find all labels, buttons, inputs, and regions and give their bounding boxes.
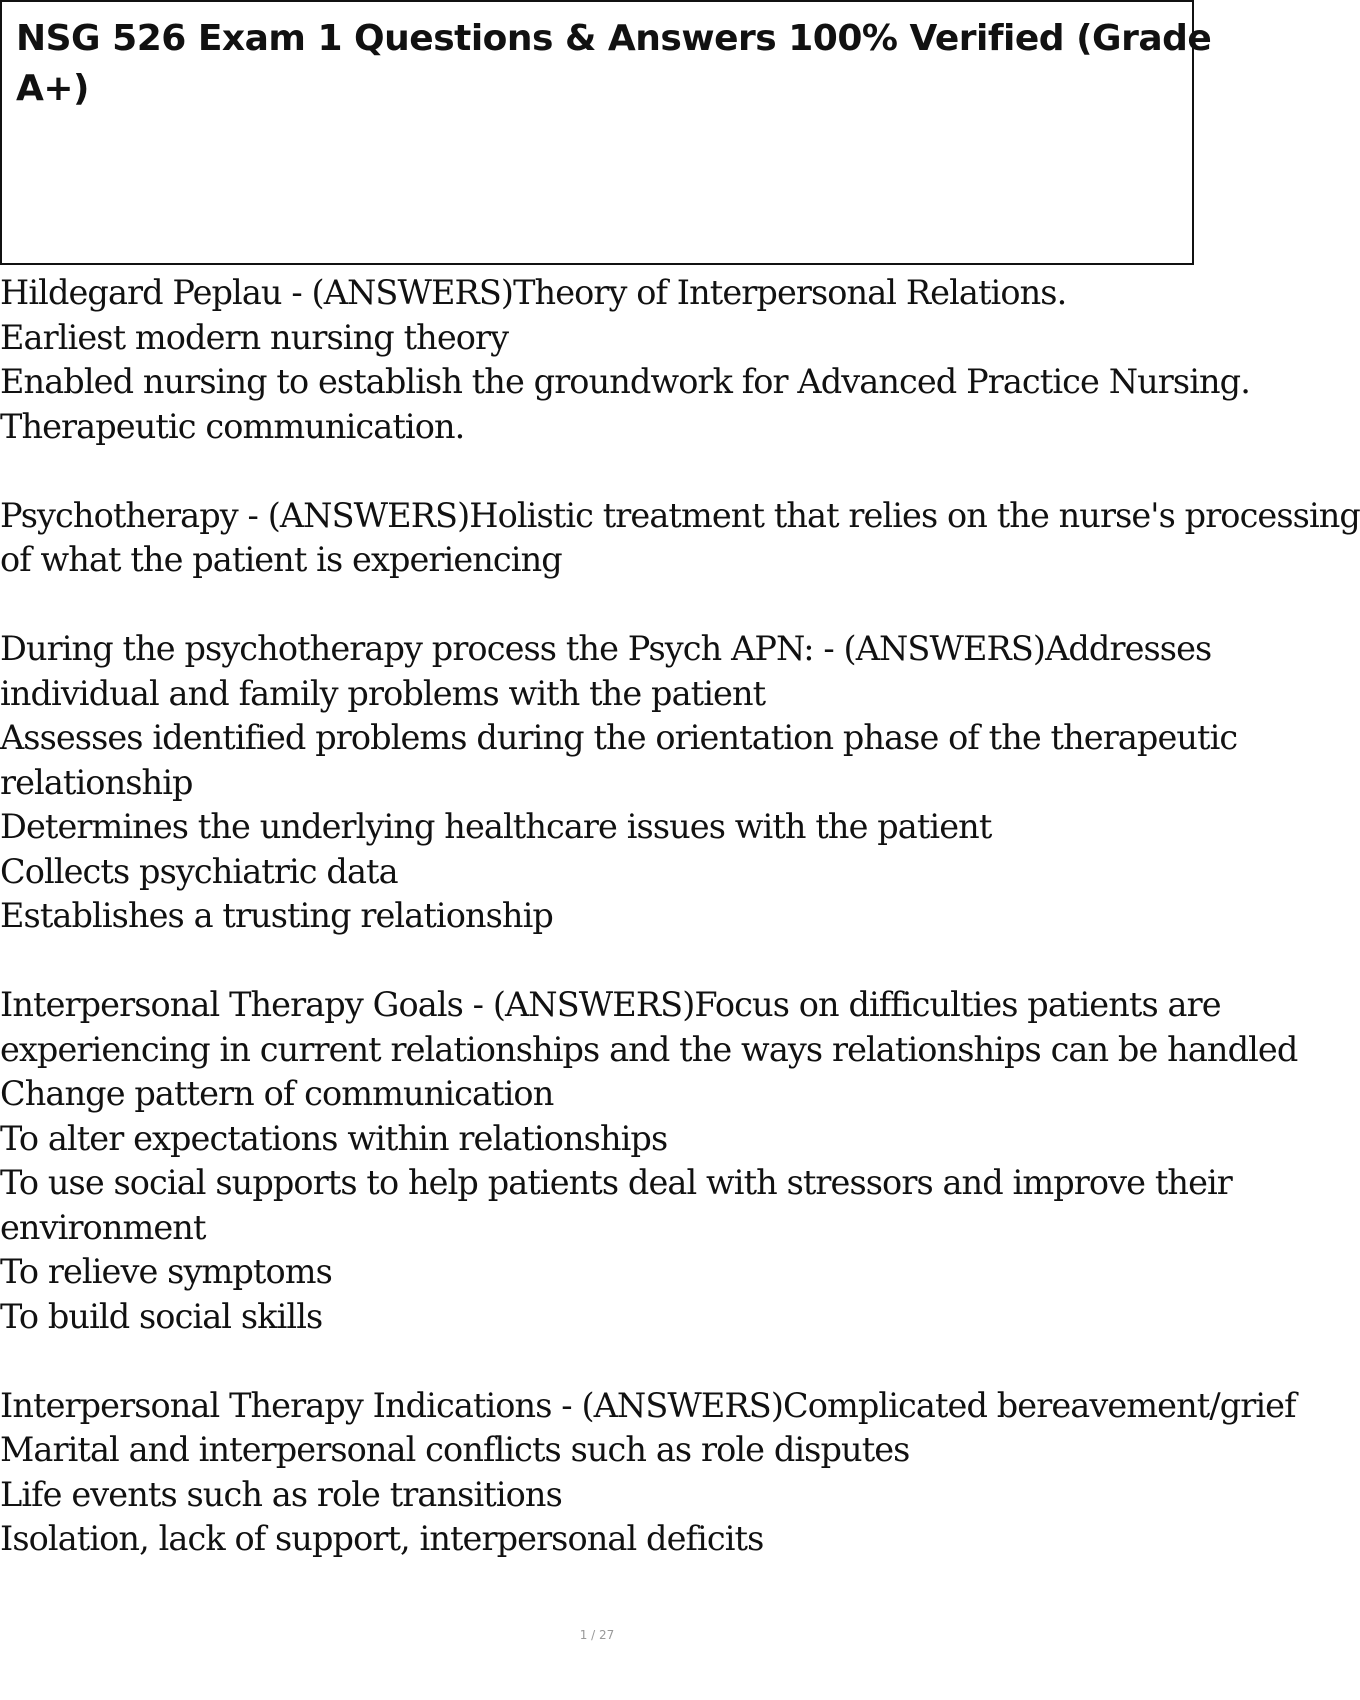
qa-line: Marital and interpersonal conflicts such as role disputes (0, 1430, 910, 1469)
qa-line: of what the patient is experiencing (0, 540, 562, 579)
page-number: 1 / 27 (579, 1628, 615, 1642)
qa-line: Establishes a trusting relationship (0, 896, 553, 935)
qa-line: Collects psychiatric data (0, 851, 398, 891)
qa-line: Interpersonal Therapy Goals - (ANSWERS)Focus on difficulties patients are (0, 985, 1221, 1024)
title-box (0, 0, 1212, 265)
qa-line: Change pattern of communication (0, 1074, 554, 1113)
qa-line: Determines the underlying healthcare issues with the patient (0, 807, 992, 846)
qa-line: To build social skills (0, 1296, 323, 1336)
document-title (2, 2, 1212, 114)
qa-line: To relieve symptoms (0, 1252, 332, 1291)
qa-entry-psych-apn (0, 627, 1238, 939)
qa-line: To use social supports to help patients deal with stressors and improve their (0, 1163, 1232, 1202)
qa-line: Earliest modern nursing theory (0, 317, 509, 357)
qa-line: Therapeutic communication. (0, 406, 465, 446)
qa-line: Hildegard Peplau - (ANSWERS)Theory of Interpersonal Relations. (0, 273, 1067, 312)
qa-entry-peplau (0, 271, 1250, 449)
qa-line: During the psychotherapy process the Psych APN: - (ANSWERS)Addresses (0, 629, 1212, 668)
title-line: A+) (16, 68, 89, 109)
qa-line: Assesses identified problems during the orientation phase of the therapeutic (0, 718, 1238, 757)
qa-entry-ipt-goals (0, 983, 1298, 1339)
qa-content (0, 271, 1360, 1606)
qa-line: Life events such as role transitions (0, 1474, 562, 1514)
qa-line: Interpersonal Therapy Indications - (ANSWERS)Complicated bereavement/grief (0, 1385, 1296, 1425)
qa-line: Enabled nursing to establish the groundwork for Advanced Practice Nursing. (0, 362, 1250, 401)
qa-line: environment (0, 1207, 206, 1247)
qa-line: Psychotherapy - (ANSWERS)Holistic treatment that relies on the nurse's processing (0, 495, 1360, 535)
title-line: NSG 526 Exam 1 Questions & Answers 100% Verified (Grade (16, 18, 1212, 59)
qa-entry-ipt-indications (0, 1384, 1296, 1562)
qa-entry-psychotherapy (0, 494, 1360, 583)
qa-line: Isolation, lack of support, interpersonal deficits (0, 1519, 764, 1558)
qa-line: individual and family problems with the patient (0, 673, 766, 713)
qa-line: To alter expectations within relationships (0, 1118, 668, 1158)
qa-line: relationship (0, 762, 193, 802)
qa-line: experiencing in current relationships and the ways relationships can be handled (0, 1029, 1298, 1069)
